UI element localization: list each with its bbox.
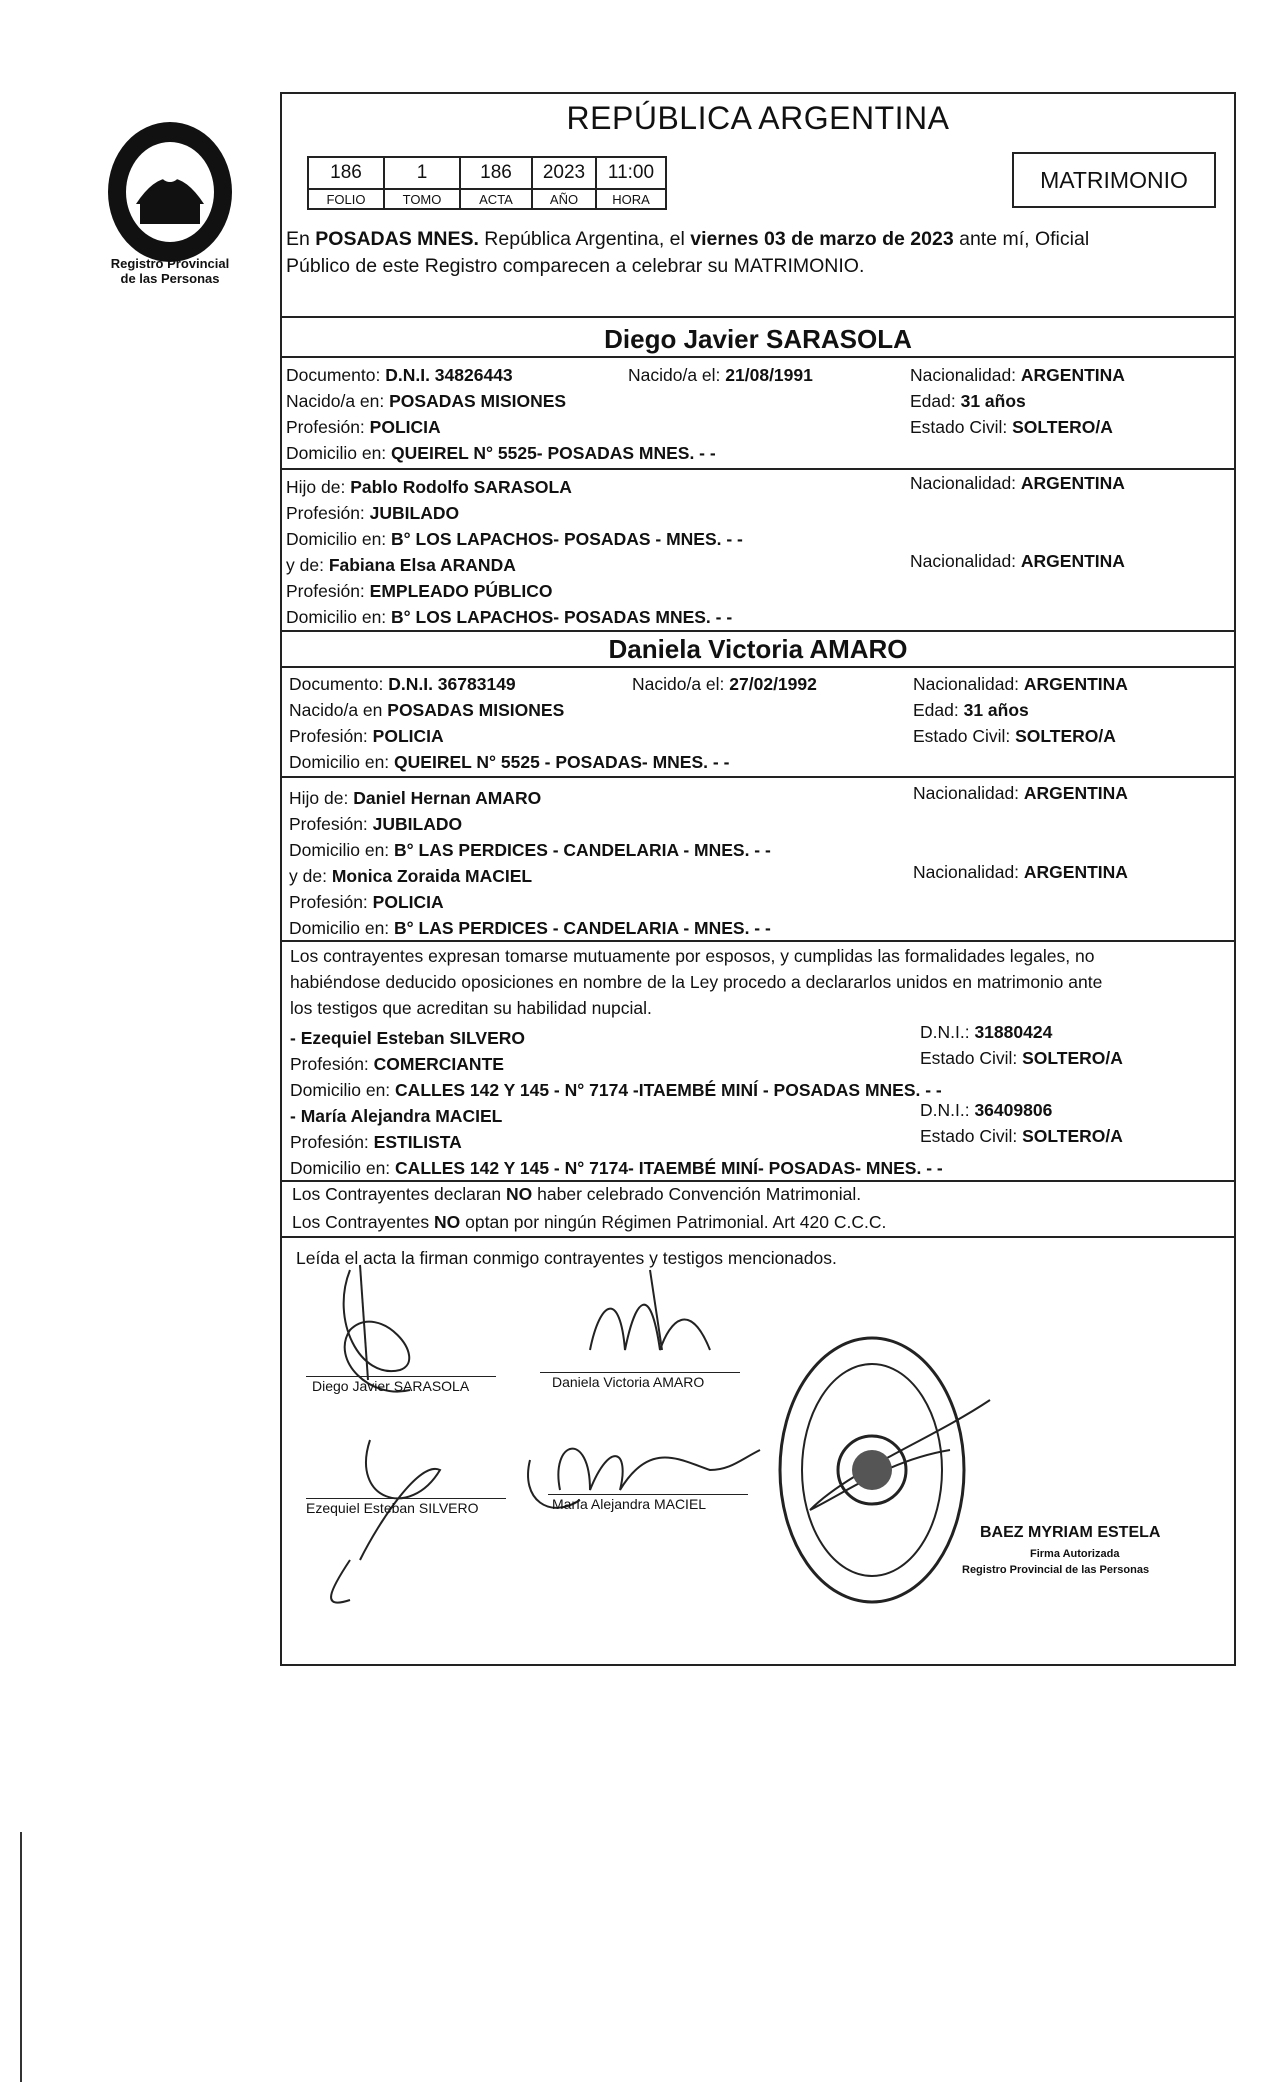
groom-nationality: Nacionalidad: ARGENTINA xyxy=(910,365,1125,385)
folio-value: 186 xyxy=(308,157,384,189)
bride-mother-address: Domicilio en: B° LAS PERDICES - CANDELARIA - MNES. - - xyxy=(289,918,771,938)
witness-2-dni: D.N.I.: 36409806 xyxy=(920,1100,1053,1120)
declaration-line-1: Los contrayentes expresan tomarse mutuamente por esposos, y cumplidas las formalidades legales, no xyxy=(290,946,1095,966)
bride-address: Domicilio en: QUEIREL N° 5525 - POSADAS- MNES. - - xyxy=(289,752,730,772)
country-title: REPÚBLICA ARGENTINA xyxy=(566,100,950,136)
bride-name: Daniela Victoria AMARO xyxy=(608,634,908,664)
record-codes-table xyxy=(307,156,667,210)
bride-nationality: Nacionalidad: ARGENTINA xyxy=(913,674,1128,694)
anio-label: AÑO xyxy=(532,189,596,209)
bride-age: Edad: 31 años xyxy=(913,700,1029,720)
groom-father: Hijo de: Pablo Rodolfo SARASOLA xyxy=(286,477,572,497)
bride-signature-line xyxy=(540,1372,740,1373)
official-stamp-seal xyxy=(772,1330,972,1610)
witness-2-address: Domicilio en: CALLES 142 Y 145 - N° 7174- ITAEMBÉ MINÍ- POSADAS- MNES. - - xyxy=(290,1158,943,1178)
groom-mother-nationality: Nacionalidad: ARGENTINA xyxy=(910,551,1125,571)
bride-mother: y de: Monica Zoraida MACIEL xyxy=(289,866,533,886)
registry-name: Registro Provincial de las Personas xyxy=(110,256,230,286)
bride-father-profession: Profesión: JUBILADO xyxy=(289,814,463,834)
declaration-line-2: habiéndose deducido oposiciones en nombre de la Ley procedo a declararlos unidos en matrimonio ante xyxy=(290,972,1103,992)
acta-label: ACTA xyxy=(460,189,532,209)
groom-father-nationality: Nacionalidad: ARGENTINA xyxy=(910,473,1125,493)
divider xyxy=(281,1236,1235,1238)
groom-address: Domicilio en: QUEIREL N° 5525- POSADAS MNES. - - xyxy=(286,443,716,463)
witness-1-profession: Profesión: COMERCIANTE xyxy=(290,1054,504,1074)
bride-civil-status: Estado Civil: SOLTERO/A xyxy=(913,726,1116,746)
groom-birthplace: Nacido/a en: POSADAS MISIONES xyxy=(286,391,567,411)
witness-2-name: - María Alejandra MACIEL xyxy=(290,1106,503,1126)
divider xyxy=(281,356,1235,358)
bride-father-address: Domicilio en: B° LAS PERDICES - CANDELARIA - MNES. - - xyxy=(289,840,771,860)
witness-2-signature-label: María Alejandra MACIEL xyxy=(552,1496,707,1512)
divider xyxy=(281,316,1235,318)
bride-mother-nationality: Nacionalidad: ARGENTINA xyxy=(913,862,1128,882)
groom-signature-label: Diego Javier SARASOLA xyxy=(312,1378,470,1394)
witness-1-civil-status: Estado Civil: SOLTERO/A xyxy=(920,1048,1123,1068)
official-name: BAEZ MYRIAM ESTELA xyxy=(980,1524,1161,1541)
witness-1-signature-label: Ezequiel Esteban SILVERO xyxy=(306,1500,479,1516)
convention-line-1: Los Contrayentes declaran NO haber celebrado Convención Matrimonial. xyxy=(292,1184,862,1204)
document-type-box: MATRIMONIO xyxy=(1012,152,1216,208)
groom-name: Diego Javier SARASOLA xyxy=(604,324,912,354)
groom-document: Documento: D.N.I. 34826443 xyxy=(286,365,513,385)
intro-paragraph: En POSADAS MNES. República Argentina, el viernes 03 de marzo de 2023 ante mí, Oficial Público de este Registro comparecen a celebrar su MATRIMONIO. xyxy=(286,228,1090,277)
official-organization: Registro Provincial de las Personas xyxy=(962,1564,1150,1576)
groom-father-address: Domicilio en: B° LOS LAPACHOS- POSADAS - MNES. - - xyxy=(286,529,743,549)
acta-value: 186 xyxy=(460,157,532,189)
anio-value: 2023 xyxy=(532,157,596,189)
bride-profession: Profesión: POLICIA xyxy=(289,726,444,746)
witness-2-civil-status: Estado Civil: SOLTERO/A xyxy=(920,1126,1123,1146)
witness-2-signature-line xyxy=(548,1494,748,1495)
witness-2-profession: Profesión: ESTILISTA xyxy=(290,1132,462,1152)
tomo-value: 1 xyxy=(384,157,460,189)
tomo-label: TOMO xyxy=(384,189,460,209)
groom-civil-status: Estado Civil: SOLTERO/A xyxy=(910,417,1113,437)
divider xyxy=(281,666,1235,668)
scan-edge-line xyxy=(20,1832,22,2082)
read-and-signed-text: Leída el acta la firman conmigo contrayentes y testigos mencionados. xyxy=(296,1248,837,1268)
groom-birthdate: Nacido/a el: 21/08/1991 xyxy=(628,365,813,385)
bride-signature-label: Daniela Victoria AMARO xyxy=(552,1374,705,1390)
bride-birthdate: Nacido/a el: 27/02/1992 xyxy=(632,674,817,694)
groom-father-profession: Profesión: JUBILADO xyxy=(286,503,460,523)
folio-label: FOLIO xyxy=(308,189,384,209)
bride-document: Documento: D.N.I. 36783149 xyxy=(289,674,516,694)
divider xyxy=(281,468,1235,470)
groom-mother: y de: Fabiana Elsa ARANDA xyxy=(286,555,516,575)
bride-mother-profession: Profesión: POLICIA xyxy=(289,892,444,912)
convention-line-2: Los Contrayentes NO optan por ningún Régimen Patrimonial. Art 420 C.C.C. xyxy=(292,1212,887,1232)
witness-1-signature-line xyxy=(306,1498,506,1499)
hora-label: HORA xyxy=(596,189,666,209)
official-title: Firma Autorizada xyxy=(1030,1548,1120,1560)
hora-value: 11:00 xyxy=(596,157,666,189)
witness-1-address: Domicilio en: CALLES 142 Y 145 - N° 7174 -ITAEMBÉ MINÍ - POSADAS MNES. - - xyxy=(290,1080,942,1100)
divider xyxy=(281,630,1235,632)
bride-birthplace: Nacido/a en POSADAS MISIONES xyxy=(289,700,565,720)
groom-mother-profession: Profesión: EMPLEADO PÚBLICO xyxy=(286,581,553,601)
witness-1-name: - Ezequiel Esteban SILVERO xyxy=(290,1028,526,1048)
groom-signature-line xyxy=(306,1376,496,1377)
divider xyxy=(281,940,1235,942)
divider xyxy=(281,776,1235,778)
groom-age: Edad: 31 años xyxy=(910,391,1026,411)
groom-profession: Profesión: POLICIA xyxy=(286,417,441,437)
divider xyxy=(281,1180,1235,1182)
bride-father: Hijo de: Daniel Hernan AMARO xyxy=(289,788,542,808)
bride-father-nationality: Nacionalidad: ARGENTINA xyxy=(913,783,1128,803)
declaration-line-3: los testigos que acreditan su habilidad nupcial. xyxy=(290,998,652,1018)
witness-1-dni: D.N.I.: 31880424 xyxy=(920,1022,1053,1042)
groom-mother-address: Domicilio en: B° LOS LAPACHOS- POSADAS MNES. - - xyxy=(286,607,733,627)
